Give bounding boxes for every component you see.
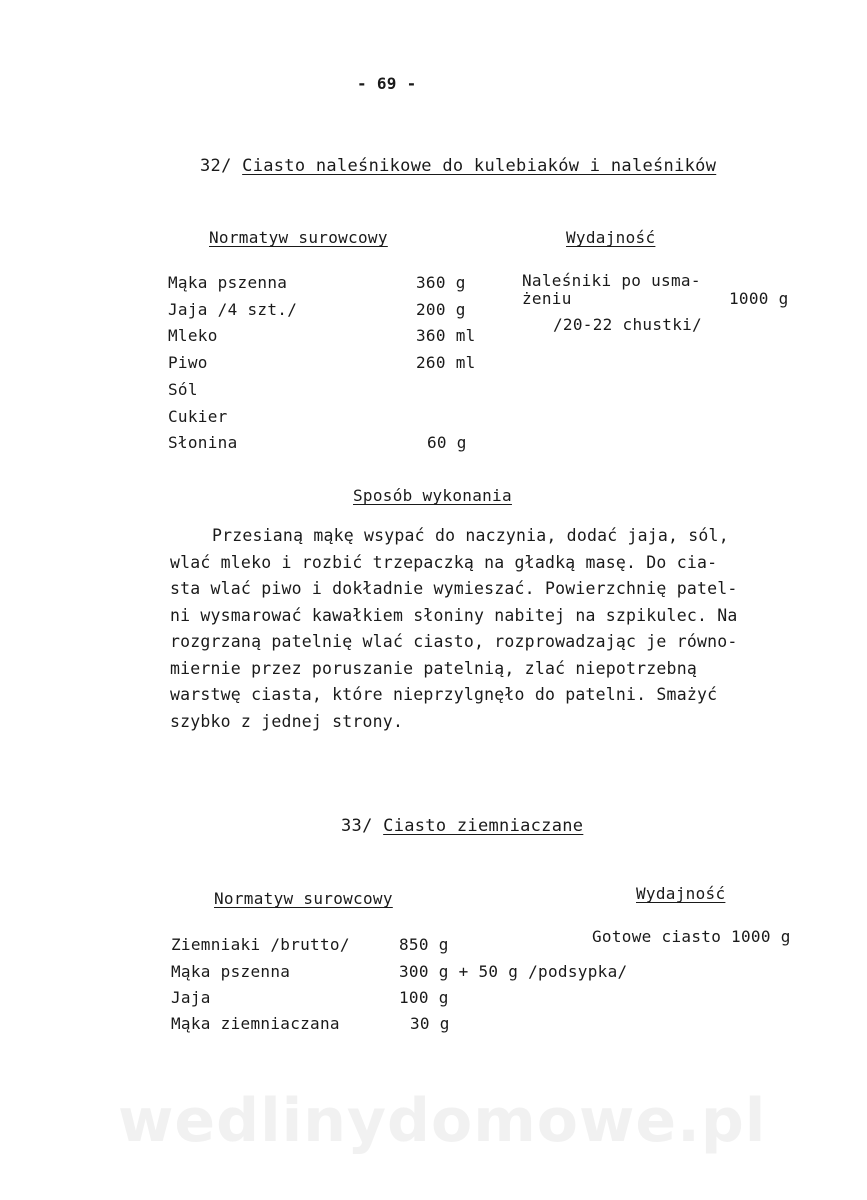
recipe-32-method-text [170, 523, 738, 735]
ingredient-name: Jaja /4 szt./ [168, 300, 298, 319]
ingredient-name: Sól [168, 380, 198, 399]
ingredient-name: Słonina [168, 433, 238, 452]
method-line: warstwę ciasta, które nieprzylgnęło do patelni. Smażyć [170, 685, 718, 704]
recipe-33-title [341, 816, 583, 836]
method-line: szybko z jednej strony. [170, 711, 404, 731]
ingredient-qty: 850 g [399, 935, 449, 954]
method-line: wlać mleko i rozbić trzepaczką na gładką masę. Do cia- [170, 552, 718, 572]
ingredient-name: Cukier [168, 407, 228, 426]
recipe-32-norm-header: Normatyw surowcowy [209, 228, 388, 247]
ingredient-qty: 30 g [410, 1014, 450, 1033]
ingredient-qty: 260 ml [416, 353, 476, 372]
ingredient-name: Mąka ziemniaczana [171, 1014, 340, 1033]
recipe-32-name: Ciasto naleśnikowe do kulebiaków i naleśników [242, 156, 717, 176]
recipe-33-yield-header: Wydajność [636, 884, 726, 903]
page-number: - 69 - [357, 74, 417, 93]
ingredient-name: Jaja [171, 988, 211, 1007]
method-line: miernie przez poruszanie patelnią, zlać niepotrzebną [170, 658, 697, 678]
method-line: rozgrzaną patelnię wlać ciasto, rozprowadzając je równo- [170, 632, 738, 651]
ingredient-qty: 200 g [416, 300, 466, 319]
ingredient-name: Mąka pszenna [171, 962, 291, 981]
method-line: sta wlać piwo i dokładnie wymieszać. Powierzchnię patel- [170, 579, 738, 598]
ingredient-qty: 300 g + 50 g /podsypka/ [399, 962, 628, 981]
yield-amount: 1000 g [729, 289, 789, 308]
ingredient-name: Piwo [168, 353, 208, 372]
recipe-33-number: 33/ [341, 816, 373, 836]
recipe-33-name: Ciasto ziemniaczane [383, 816, 584, 836]
yield-line: żeniu [522, 289, 572, 308]
ingredient-name: Mąka pszenna [168, 273, 288, 292]
yield-line: /20-22 chustki/ [553, 315, 702, 334]
recipe-32-number: 32/ [200, 156, 232, 176]
recipe-33-yield-text: Gotowe ciasto 1000 g [592, 927, 791, 946]
method-line: Przesianą mąkę wsypać do naczynia, dodać jaja, sól, [212, 526, 729, 545]
watermark: wedlinydomowe.pl [118, 1086, 767, 1156]
ingredient-name: Ziemniaki /brutto/ [171, 935, 350, 954]
ingredient-qty: 360 g [416, 273, 466, 292]
ingredient-qty: 60 g [427, 433, 467, 452]
ingredient-qty: 100 g [399, 988, 449, 1007]
ingredient-name: Mleko [168, 326, 218, 345]
recipe-32-yield-header: Wydajność [566, 228, 656, 247]
recipe-32-method-header: Sposób wykonania [353, 486, 512, 505]
recipe-32-title [200, 156, 716, 176]
recipe-33-norm-header: Normatyw surowcowy [214, 889, 393, 908]
method-line: ni wysmarować kawałkiem słoniny nabitej na szpikulec. Na [170, 605, 738, 625]
yield-line: Naleśniki po usma- [522, 271, 701, 290]
ingredient-qty: 360 ml [416, 326, 476, 345]
